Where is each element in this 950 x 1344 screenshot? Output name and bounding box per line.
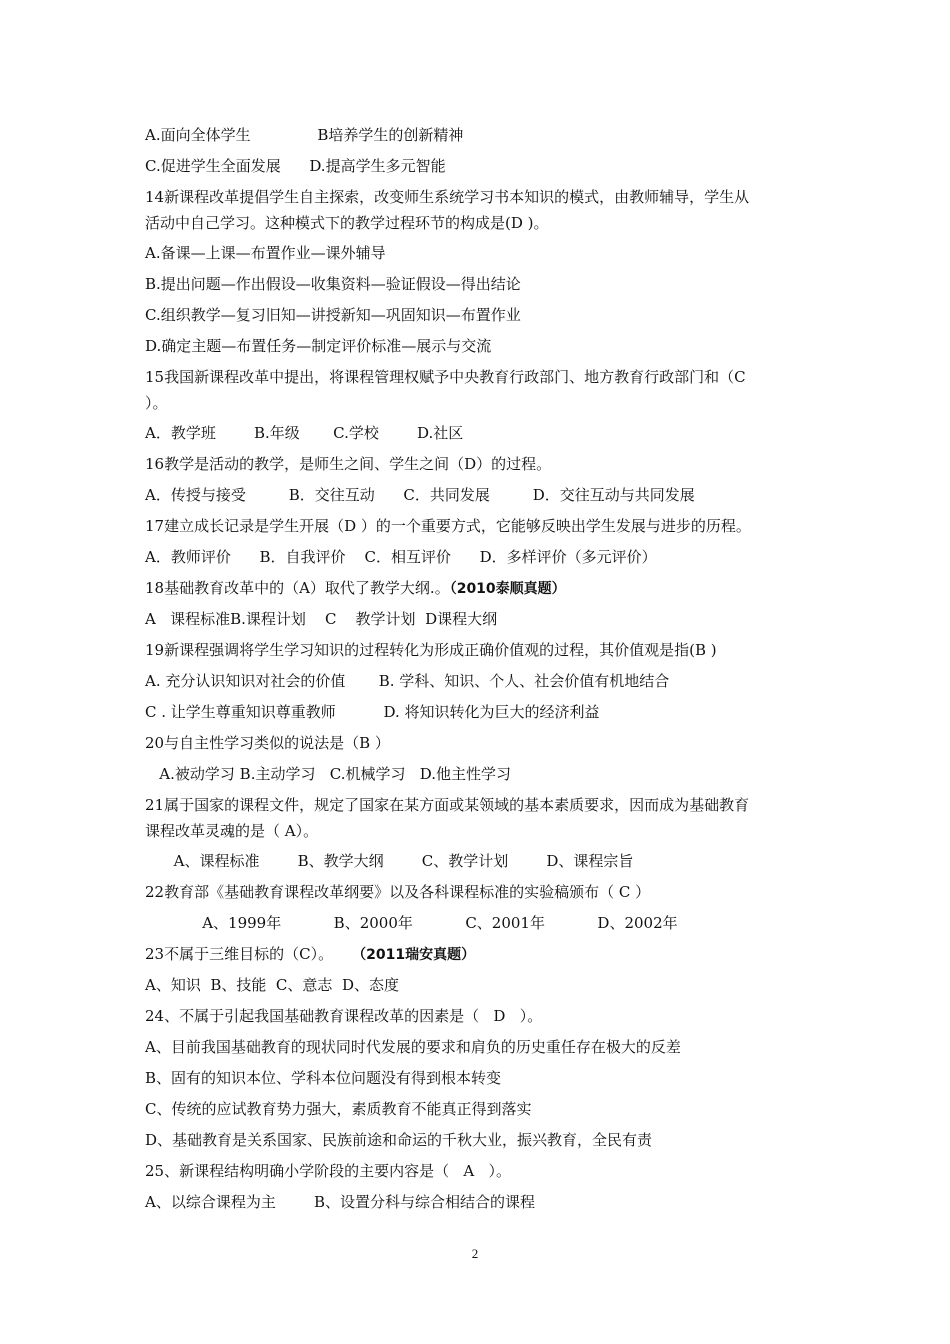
text-line: A．传授与接受 B．交往互动 C．共同发展 D．交往互动与共同发展 [145, 486, 695, 504]
text-line: A.被动学习 B.主动学习 C.机械学习 D.他主性学习 [145, 765, 512, 783]
text-line: A．教学班 B.年级 C.学校 D.社区 [145, 424, 464, 442]
question-21: 21属于国家的课程文件，规定了国家在某方面或某领域的基本素质要求，因而成为基础教育 [145, 796, 750, 814]
question-25: 25、新课程结构明确小学阶段的主要内容是（ A ）。 [145, 1162, 512, 1180]
question-14: 14新课程改革提倡学生自主探索，改变师生系统学习书本知识的模式，由教师辅导，学生从 [145, 188, 750, 206]
text-line: A、课程标准 B、教学大纲 C、教学计划 D、课程宗旨 [145, 852, 634, 870]
question-text: 18基础教育改革中的（A）取代了教学大纲.。 [145, 579, 450, 597]
question-16: 16教学是活动的教学，是师生之间、学生之间（D）的过程。 [145, 455, 552, 473]
text-line: B、固有的知识本位、学科本位问题没有得到根本转变 [145, 1069, 502, 1087]
text-line: A. 充分认识知识对社会的价值 B. 学科、知识、个人、社会价值有机地结合 [145, 672, 670, 690]
question-23 [145, 943, 475, 966]
text-line: C、传统的应试教育势力强大，素质教育不能真正得到落实 [145, 1100, 532, 1118]
text-line: A、目前我国基础教育的现状同时代发展的要求和肩负的历史重任存在极大的反差 [145, 1038, 681, 1056]
text-line: 课程改革灵魂的是（ A）。 [145, 822, 319, 840]
text-line: A．教师评价 B．自我评价 C．相互评价 D．多样评价（多元评价） [145, 548, 657, 566]
exam-source-note: （2010泰顺真题） [449, 581, 566, 597]
question-20: 20与自主性学习类似的说法是（B ） [145, 734, 390, 752]
text-line: A、以综合课程为主 B、设置分科与综合相结合的课程 [145, 1193, 536, 1211]
text-line: 活动中自己学习。这种模式下的教学过程环节的构成是(D )。 [145, 214, 549, 232]
text-line: A、1999年 B、2000年 C、2001年 D、2002年 [145, 914, 678, 932]
text-line: D.确定主题—布置任务—制定评价标准—展示与交流 [145, 337, 492, 355]
text-line: A.面向全体学生 B培养学生的创新精神 [145, 126, 464, 144]
text-line: ）。 [145, 394, 168, 412]
question-19: 19新课程强调将学生学习知识的过程转化为形成正确价值观的过程，其价值观是指(B ) [145, 641, 717, 659]
exam-source-note: （2011瑞安真题） [352, 947, 476, 963]
text-line: C.组织教学—复习旧知—讲授新知—巩固知识—布置作业 [145, 306, 521, 324]
question-18 [145, 577, 566, 600]
text-line: A.备课—上课—布置作业—课外辅导 [145, 244, 386, 262]
question-17: 17建立成长记录是学生开展（D ）的一个重要方式，它能够反映出学生发展与进步的历程。 [145, 517, 751, 535]
text-line: A、知识 B、技能 C、意志 D、态度 [145, 976, 399, 994]
text-line: B.提出问题—作出假设—收集资料—验证假设—得出结论 [145, 275, 521, 293]
question-24: 24、不属于引起我国基础教育课程改革的因素是（ D ）。 [145, 1007, 543, 1025]
question-text: 23不属于三维目标的（C）。 [145, 945, 334, 963]
question-15: 15我国新课程改革中提出，将课程管理权赋予中央教育行政部门、地方教育行政部门和（C [145, 368, 746, 386]
text-line: C.促进学生全面发展 D.提高学生多元智能 [145, 157, 446, 175]
question-22: 22教育部《基础教育课程改革纲要》以及各科课程标准的实验稿颁布（ C ） [145, 883, 651, 901]
text-line: C . 让学生尊重知识尊重教师 D. 将知识转化为巨大的经济利益 [145, 703, 600, 721]
text-line: D、基础教育是关系国家、民族前途和命运的千秋大业，振兴教育，全民有责 [145, 1131, 653, 1149]
page-number: 2 [471, 1246, 479, 1261]
text-line: A 课程标准B.课程计划 C 教学计划 D课程大纲 [145, 610, 498, 628]
